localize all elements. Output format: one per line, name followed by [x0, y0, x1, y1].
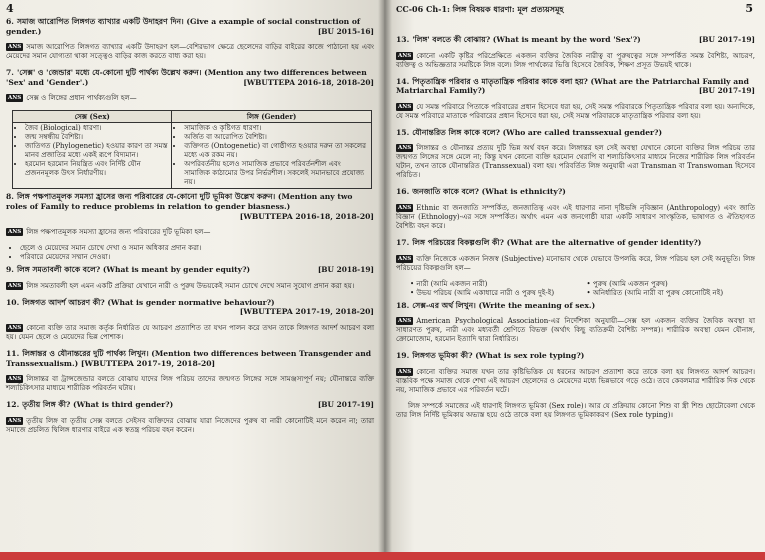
q9-source: [BU 2018-19] — [317, 265, 374, 275]
sex-gender-table — [12, 110, 372, 189]
q18-number: 18. — [396, 300, 410, 310]
gender-point: • সামাজিক ও কৃষ্টিগত ধারণা। — [184, 124, 368, 133]
q13-answer: কোনো একটি কৃষ্টির পরিপ্রেক্ষিতে একজন ব্যক্তির জৈবিক নারীত্ব বা পুরুষত্বের সঙ্গে সম্পর্কিত সমস্ত বৈশিষ্ট্য, আচরণ, ব্যক্তিত্ব ও অভিজ্ঞতার সমষ্টিকে লিঙ্গ বলে। লিঙ্গ পার্থক্যের ভিত্তি হিসেবে জৈবিক, শিক্ষণ প্রসূত উভয়ই থাকে। — [396, 51, 755, 69]
q14-title: পিতৃতান্ত্রিক পরিবার ও মাতৃতান্ত্রিক পরিবার কাকে বলা হয়? (What are the Patriarchal Family and Matriarchal Family?) — [396, 76, 749, 96]
q7-answer: সেক্স ও লিঙ্গের প্রধান পার্থক্যগুলি হল— — [26, 94, 137, 103]
table-header-sex: সেক্স (Sex) — [13, 111, 172, 123]
q11-number: 11. — [6, 348, 20, 358]
q6-number: 6. — [6, 17, 14, 26]
sex-point: • জন্ম সম্বন্ধীয় বৈশিষ্ট্য। — [25, 133, 168, 142]
ans-badge: ANS — [398, 368, 412, 375]
q13-source: [BU 2017-19] — [698, 35, 755, 44]
q15-answer: লিঙ্গান্তর ও যৌনান্তর প্রত্যয় দুটি ভিন্ন অর্থ বহন করে। লিঙ্গান্তর হল সেই অবস্থা যেখানে কোনো ব্যক্তির লিঙ্গ পরিচয় তার জন্মগত লিঙ্গের সঙ্গে মেলে না; কিন্তু যখন কোনো ব্যক্তি হরমোন থেরাপি বা শল্যচিকিৎসার মাধ্যমে নিজের শারীরিক লিঙ্গ পরিবর্তন ঘটান, তখন তাকে যৌনান্তরিত (Transsexual) বলা হয়। পরিবর্তিত লিঙ্গ অনুযায়ী এরা Transman বা Transwoman হিসেবে পরিচিত। — [396, 144, 755, 180]
q14-source: [BU 2017-19] — [698, 86, 755, 96]
q6-title: সমাজ আরোপিত লিঙ্গগত ব্যাখ্যার একটি উদাহরণ দিন। (Give a example of social construction of gender.) — [6, 17, 361, 36]
question-7 — [6, 68, 374, 189]
ans-badge: ANS — [8, 282, 22, 289]
question-18 — [396, 301, 755, 345]
q18-answer: American Psychological Association-এর নির্দেশিকা অনুযায়ী—সেক্স হল একজন ব্যক্তির জৈবিক অবস্থা যা সাধারণত পুরুষ, নারী এবং মধ্যবর্তী শ্রেণিতে বিভক্ত (অর্থাৎ কিছু ব্যতিক্রমী বৈশিষ্ট্য সম্পন্ন)। শারীরিক অবস্থা যেমন যৌনাঙ্গ, ক্রোমোজোম, হরমোন ইত্যাদি দ্বারা নির্ধারিত। — [396, 317, 755, 344]
question-8 — [6, 192, 374, 262]
q8-source: [WBUTTEPA 2016-18, 2018-20] — [239, 211, 374, 221]
q7-source: [WBUTTEPA 2016-18, 2018-20] — [243, 77, 374, 87]
q8-bullet: • ছেলে ও মেয়েদের সমান চোখে দেখা ও সমান অধিকার প্রদান করা। — [20, 244, 374, 253]
ans-badge: ANS — [398, 255, 412, 262]
ans-badge: ANS — [8, 324, 22, 331]
question-9 — [6, 265, 374, 291]
q19-number: 19. — [396, 351, 410, 361]
q10-source: [WBUTTEPA 2017-19, 2018-20] — [239, 307, 374, 317]
left-page-number: 4 — [6, 2, 14, 15]
table-header-gender: লিঙ্গ (Gender) — [172, 111, 372, 123]
q19-answer: কোনো ব্যক্তির সমাজ যখন তার কৃষ্টিভিত্তিক যে ধরনের আচরণ প্রত্যাশা করে তাকে বলা হয় লিঙ্গগত আদর্শ আচরণ। বাস্তবিক পক্ষে সমাজ থেকে শেখা এই আচরণ ছেলেদের ও মেয়েদের মধ্যে ভিন্নভাবে গড়ে ওঠে। তবে কেবলমাত্র শারীরিক দিক থেকে নয়, সামাজিক প্রভাবে এর পরিবর্তন ঘটে। — [396, 367, 755, 394]
q13-title: 'লিঙ্গ' বলতে কী বোঝায়? (What is meant by the word 'Sex'?) — [412, 35, 641, 44]
right-page — [384, 0, 765, 560]
identity-row — [396, 289, 755, 298]
gender-point: • অর্জিত বা আরোপিত বৈশিষ্ট্য। — [184, 133, 368, 142]
q19-title: লিঙ্গগত ভূমিকা কী? (What is sex role typing?) — [412, 351, 585, 361]
q6-answer: সমাজ আরোপিত লিঙ্গগত ব্যাখ্যার একটি উদাহরণ হল—বেশিরভাগ ক্ষেত্রে ছেলেদের বাড়ির বাইরের কাজে পাঠানো হয় এবং মেয়েদের সমান যোগ্যতা থাকা সত্ত্বেও বাড়ির কাজ করতে বাধ্য করা হয়। — [6, 43, 374, 61]
chapter-header: CC-06 Ch-1: লিঙ্গ বিষয়ক ধারণা: মূল প্রত্যয়সমূহ — [396, 4, 564, 14]
q7-number: 7. — [6, 68, 14, 78]
q9-answer: লিঙ্গ সমতাবলী হল এমন একটি প্রক্রিয়া যেখানে নারী ও পুরুষ উভয়কেই সমান চোখে দেখে সমান সুযোগ প্রদান করা হয়। — [26, 281, 355, 290]
q15-number: 15. — [396, 127, 410, 137]
q10-number: 10. — [6, 297, 20, 307]
q7-title: 'সেক্স' ও 'জেন্ডার' মধ্যে যে-কোনো দুটি পার্থক্য উল্লেখ করুন। (Mention any two differences between 'Sex' and 'Gender'.) — [6, 68, 367, 87]
table-surface-edge — [0, 552, 765, 560]
q16-title: জনজাতি কাকে বলে? (What is ethnicity?) — [412, 187, 566, 197]
question-10 — [6, 298, 374, 342]
q16-number: 16. — [396, 187, 410, 197]
q8-bullet: • পরিবারে মেয়েদের সম্মান দেওয়া। — [20, 253, 374, 262]
sex-point: • জাতিগত (Phylogenetic) হওয়ার কারণ তা সমস্ত মানব প্রজাতির মধ্যে একই রূপে বিদ্যমান। — [25, 142, 168, 160]
q12-source: [BU 2017-19] — [317, 400, 374, 410]
q17-title: লিঙ্গ পরিচয়ের বিকল্পগুলি কী? (What are the alternative of gender identity?) — [412, 237, 702, 247]
book-spine-shadow — [378, 0, 392, 560]
q16-answer: Ethnic বা জনজাতি সম্পর্কিত, জনজাতিত্ব এবং এই ধারণার নানা দৃষ্টিভঙ্গি নৃবিজ্ঞান (Anthropology) এবং জাতি বিজ্ঞান (Ethnology)-এর সঙ্গে সম্পর্কিত। অর্থাৎ এমন এক জনগোষ্ঠী যারা একটি সাধারণ সাংস্কৃতিক, ভাষাগত ও ঐতিহ্যগত বৈশিষ্ট্য বহন করে। — [396, 203, 755, 230]
right-page-number: 5 — [745, 2, 753, 15]
question-16 — [396, 187, 755, 231]
q13-number: 13. — [396, 35, 410, 44]
q8-answer: লিঙ্গ পক্ষপাতমূলক সমস্যা হ্রাসের জন্য পরিবারের দুটি ভূমিকা হল— — [26, 228, 211, 237]
q19-answer-continued: লিঙ্গ সম্পর্কে সমাজের এই ধারণাই লিঙ্গগত ভূমিকা (Sex role)। আর যে প্রক্রিয়ায় কোনো শিশু বা স্ত্রী শিশু ছোটোবেলা থেকে তার লিঙ্গ নির্দিষ্ট ভূমিকায় অভ্যস্ত হয়ে ওঠে তাকে বলা হয় লিঙ্গগত ভূমিকাকরণ (Sex role typing)। — [396, 401, 755, 419]
sex-point: • হরমোন হরমোন নিয়ন্ত্রিত এবং নির্দিষ্ট যৌন প্রজননমূলক উৎস নির্ধারণীয়। — [25, 160, 168, 178]
ans-badge: ANS — [398, 318, 412, 325]
q11-title: লিঙ্গান্তর ও যৌনান্তরের দুটি পার্থক্য লিখুন। (Mention two differences between Transgender and Transsexualism.) — [6, 348, 372, 368]
q12-number: 12. — [6, 400, 20, 410]
sex-point: • জৈব (Biological) ধারণা। — [25, 124, 168, 133]
q14-answer: যে সমস্ত পরিবারে পিতাকে পরিবারের প্রধান হিসেবে ধরা হয়, সেই সমস্ত পরিবারকে পিতৃতান্ত্রিক পরিবার বলা হয়। অন্যদিকে, যে সমস্ত পরিবারে মাতাকে পরিবারের প্রধান হিসেবে ধরা হয়, সেই সমস্ত পরিবারকে মাতৃতান্ত্রিক পরিবার বলা হয়। — [396, 102, 755, 120]
ans-badge: ANS — [8, 417, 22, 424]
q8-number: 8. — [6, 192, 14, 202]
q18-title: সেক্স-এর অর্থ লিখুন। (Write the meaning of sex.) — [412, 300, 596, 310]
identity-option: • উভয় পরিচয় (আমি একাধারে নারী ও পুরুষ দুই-ই) — [410, 288, 555, 297]
question-13 — [396, 35, 755, 70]
q9-number: 9. — [6, 265, 14, 275]
q11-answer: লিঙ্গান্তর বা ট্রান্সজেন্ডার বলতে বোঝায় যাদের লিঙ্গ পরিচয় তাদের জন্মগত লিঙ্গের সঙ্গে সামঞ্জস্যপূর্ণ নয়; যৌনান্তরে ব্যক্তি শল্যচিকিৎসার মাধ্যমে শারীরিক পরিবর্তন ঘটায়। — [6, 375, 374, 393]
question-19 — [396, 351, 755, 420]
ans-badge: ANS — [398, 204, 412, 211]
q8-title: লিঙ্গ পক্ষপাতমূলক সমস্যা হ্রাসের জন্য পরিবারের যে-কোনো দুটি ভূমিকা উল্লেখ করুন। (Mention any two roles of Family to reduce problems in relation to gender biasness.) — [6, 192, 353, 211]
question-12 — [6, 400, 374, 435]
q10-title: লিঙ্গগত আদর্শ আচরণ কী? (What is gender normative behaviour?) — [22, 297, 275, 307]
q10-answer: কোনো ব্যক্তি তার সমাজ কর্তৃক নির্ধারিত যে আচরণ প্রত্যাশিত তা যখন পালন করে তখন তাকে লিঙ্গগত আদর্শ আচরণ বলা হয়। যেমন ছেলে ও মেয়েদের ভিন্ন পোশাক। — [6, 323, 374, 341]
question-6 — [6, 17, 374, 61]
q17-answer: ব্যক্তি নিজেকে একজন নিজস্ব (Subjective) মনোভাব থেকে যেভাবে উপলব্ধি করে, লিঙ্গ পরিচয় হল সেই অনুভূতি। লিঙ্গ পরিচয়ের বিকল্পগুলি হল— — [396, 254, 755, 272]
ans-badge: ANS — [8, 95, 22, 102]
identity-option: • নারী (আমি একজন নারী) — [410, 279, 488, 288]
ans-badge: ANS — [8, 44, 22, 51]
question-14 — [396, 77, 755, 121]
ans-badge: ANS — [398, 145, 412, 152]
q12-title: তৃতীয় লিঙ্গ কী? (What is third gender?) — [22, 400, 174, 410]
ans-badge: ANS — [398, 52, 412, 59]
q12-answer: তৃতীয় লিঙ্গ বা তৃতীয় সেক্স বলতে সেইসব ব্যক্তিদের বোঝায় যারা নিজেদের পুরুষ বা নারী কোনোটিই মনে করেন না; তারা সমাজে প্রচলিত দ্বিলিঙ্গ ধারণার বাইরে এক স্বতন্ত্র পরিচয় বহন করেন। — [6, 416, 374, 434]
q11-source: [WBUTTEPA 2017-19, 2018-20] — [80, 358, 216, 368]
ans-badge: ANS — [8, 376, 22, 383]
q17-number: 17. — [396, 237, 410, 247]
identity-row — [396, 280, 755, 289]
gender-point: • ব্যক্তিগত (Ontogenetic) বা গোষ্ঠীগত হওয়ার দরুন তা সকলের মধ্যে এক রকম নয়। — [184, 142, 368, 160]
q15-title: যৌনান্তরিত লিঙ্গ কাকে বলে? (Who are called transsexual gender?) — [412, 127, 663, 137]
question-17 — [396, 238, 755, 298]
q14-number: 14. — [396, 76, 410, 86]
q9-title: লিঙ্গ সমতাবলী কাকে বলে? (What is meant by gender equity?) — [16, 265, 251, 275]
identity-option: • পুরুষ (আমি একজন পুরুষ) — [586, 279, 668, 288]
q6-source: [BU 2015-16] — [317, 26, 374, 36]
ans-badge: ANS — [398, 103, 412, 110]
question-15 — [396, 128, 755, 181]
identity-option: • অনির্ধারিত (আমি নারী বা পুরুষ কোনোটিই নই) — [586, 288, 724, 297]
ans-badge: ANS — [8, 229, 22, 236]
gender-point: • অপরিবর্তনীয় হলেও সামাজিক প্রভাবে পরিবর্তনশীল এবং সামাজিক কাঠামোর উপর নির্ভরশীল। সকলেই সমানভাবে প্রযোজ্য নয়। — [184, 160, 368, 187]
question-11 — [6, 349, 374, 393]
